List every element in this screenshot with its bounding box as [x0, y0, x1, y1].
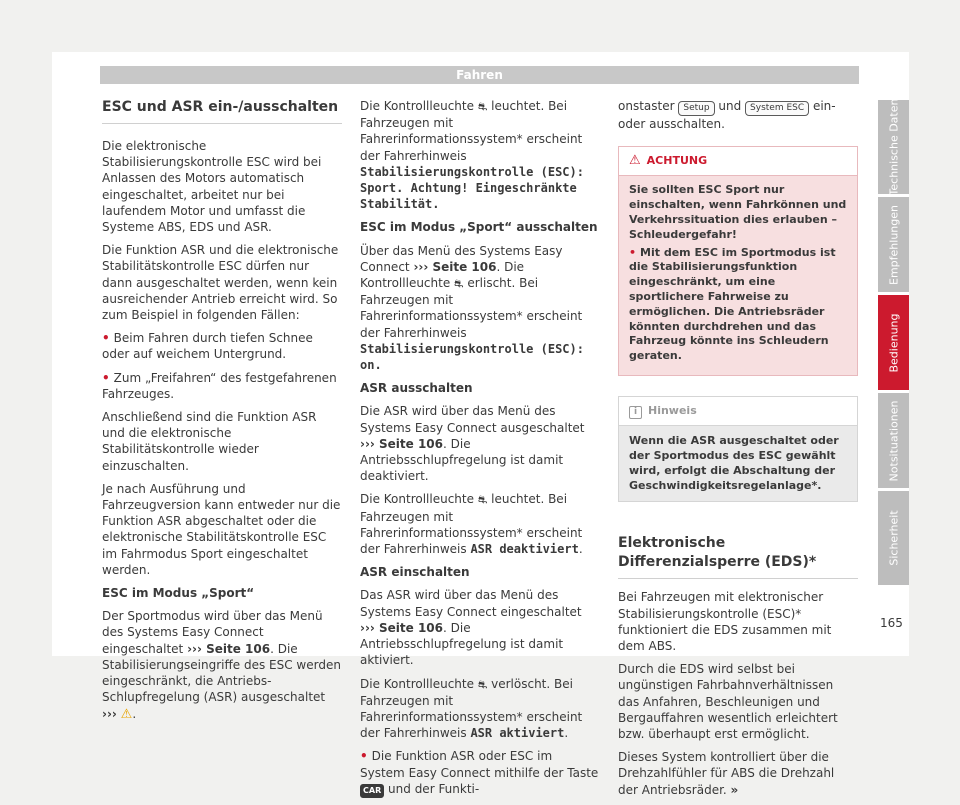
paragraph: Die elektronische Stabilisierungskontrolle ESC wird bei Anlassen des Motors automatisch eingeschaltet, arbeitet nur bei laufendem Motor und umfasst die Systeme ABS, EDS und ASR.	[102, 139, 322, 235]
warning-body	[619, 176, 857, 375]
warning-triangle-icon: ⚠	[629, 153, 641, 169]
bullet-icon: •	[102, 331, 110, 346]
paragraph: Über das Menü des Systems Easy Connect ››› Seite 106. Die Kontrollleuchte ⛐ erlischt. Bei Fahrzeugen mit Fahrerinformationssystem* erscheint der Fahrerhinweis Stabilisierungskontrolle (ESC): on.	[360, 243, 584, 373]
continue-arrow-icon: »	[730, 782, 739, 797]
reference-link[interactable]: ›››	[102, 706, 117, 721]
page-link[interactable]: ››› Seite 106	[360, 436, 444, 451]
list-item: • Die Funktion ASR oder ESC im System Easy Connect mithilfe der Taste CAR und der Funkti-	[360, 749, 599, 796]
car-key-icon: CAR	[360, 784, 384, 798]
column-2	[360, 98, 600, 805]
asr-warning-lamp-icon: ⛐	[477, 493, 488, 507]
driver-message: ASR aktiviert	[470, 726, 565, 741]
section-heading: ESC und ASR ein-/ausschalten	[102, 98, 342, 124]
list-item: • Mit dem ESC im Sportmodus ist die Stabilisierungsfunktion eingeschränkt, um eine sportlichere Fahrweise zu ermöglichen. Die Antriebsräder könnten durchdrehen und das Fahrzeug könnte ins Schleudern geraten.	[629, 245, 836, 363]
warning-box	[618, 146, 858, 376]
driver-message: ASR deaktiviert	[470, 542, 579, 557]
paragraph: Anschließend sind die Funktion ASR und die elektronische Stabilitätskontrolle wieder einzuschalten.	[102, 410, 317, 473]
tab-bedienung[interactable]: Bedienung	[878, 295, 909, 390]
chapter-tabs	[878, 100, 909, 588]
bullet-icon: •	[360, 749, 368, 764]
page-number: 165	[880, 616, 903, 630]
paragraph: Je nach Ausführung und Fahrzeugversion kann entweder nur die Funktion ASR abgeschaltet oder die elektronische Stabilitätskontrolle ESC im Fahrmodus Sport eingeschaltet werden.	[102, 481, 341, 577]
page-link[interactable]: ››› Seite 106	[413, 259, 497, 274]
paragraph: Die Funktion ASR und die elektronische Stabilitätskontrolle ESC dürfen nur dann ausgeschaltet werden, wenn kein ausreichender Antrieb erreicht wird. So zum Beispiel in folgenden Fällen:	[102, 243, 339, 323]
paragraph: Die Kontrollleuchte ⛐ leuchtet. Bei Fahrzeugen mit Fahrerinformationssystem* erscheint der Fahrerhinweis Stabilisierungskontrolle (ESC): Sport. Achtung! Eingeschränkte Stabilität.	[360, 99, 584, 212]
paragraph: Bei Fahrzeugen mit elektronischer Stabilisierungskontrolle (ESC)* funktioniert die EDS zusammen mit dem ABS.	[618, 590, 832, 653]
setup-key: Setup	[678, 101, 714, 116]
esc-warning-lamp-icon: ⛐	[477, 100, 488, 113]
paragraph: Die ASR wird über das Menü des Systems Easy Connect ausgeschaltet ››› Seite 106. Die Antriebsschlupfregelung ist damit deaktiviert.	[360, 404, 585, 484]
tab-technische-daten[interactable]: Technische Daten	[878, 100, 909, 194]
subheading: ESC im Modus „Sport“	[102, 586, 255, 601]
paragraph: Die Kontrollleuchte ⛐ verlöscht. Bei Fahrzeugen mit Fahrerinformationssystem* erscheint der Fahrerhinweis ASR aktiviert.	[360, 676, 583, 741]
column-1	[102, 98, 342, 729]
subheading: ASR einschalten	[360, 565, 470, 580]
esc-warning-lamp-icon: ⛐	[454, 277, 464, 291]
system-esc-key: System ESC	[745, 101, 809, 116]
paragraph: onstaster Setup und System ESC ein- oder ausschalten.	[618, 99, 836, 131]
driver-message: Stabilisierungskontrolle (ESC): Sport. Achtung! Eingeschränkte Stabilität.	[360, 164, 584, 212]
asr-warning-lamp-icon: ⛐	[477, 677, 488, 691]
note-box	[618, 396, 858, 502]
warning-triangle-icon: ⚠	[120, 706, 133, 722]
bullet-icon: •	[102, 370, 110, 385]
paragraph: Das ASR wird über das Menü des Systems Easy Connect eingeschaltet ››› Seite 106. Die Antriebsschlupfregelung ist damit aktiviert.	[360, 588, 582, 668]
tab-empfehlungen[interactable]: Empfehlungen	[878, 197, 909, 292]
subheading: ASR ausschalten	[360, 381, 473, 396]
tab-notsituationen[interactable]: Notsituationen	[878, 393, 909, 488]
paragraph: Dieses System kontrolliert über die Drehzahlfühler für ABS die Drehzahl der Antriebsräder. »	[618, 750, 835, 797]
subheading: ESC im Modus „Sport“ ausschalten	[360, 220, 598, 235]
page-link[interactable]: ››› Seite 106	[187, 641, 271, 656]
tab-sicherheit[interactable]: Sicherheit	[878, 491, 909, 585]
note-body: Wenn die ASR ausgeschaltet oder der Sportmodus des ESC gewählt wird, erfolgt die Abschaltung der Geschwindigkeitsregelanlage*.	[619, 426, 857, 501]
list-item: • Zum „Freifahren“ des festgefahrenen Fahrzeuges.	[102, 370, 337, 401]
section-header: Fahren	[100, 66, 859, 84]
section-heading: Elektronische Differenzialsperre (EDS)*	[618, 534, 858, 579]
list-item: • Beim Fahren durch tiefen Schnee oder auf weichem Untergrund.	[102, 331, 313, 362]
paragraph: Durch die EDS wird selbst bei ungünstigen Fahrbahnverhältnissen das Anfahren, Beschleunigen und Bergauffahren wesentlich erleichtert bzw. überhaupt erst ermöglicht.	[618, 662, 838, 741]
page-link[interactable]: ››› Seite 106	[360, 620, 444, 635]
driver-message: Stabilisierungskontrolle (ESC): on.	[360, 341, 584, 373]
note-header: i Hinweis	[619, 397, 857, 426]
column-3	[618, 98, 858, 805]
paragraph: Die Kontrollleuchte ⛐ leuchtet. Bei Fahrzeugen mit Fahrerinformationssystem* erscheint der Fahrerhinweis ASR deaktiviert.	[360, 492, 583, 557]
paragraph: Der Sportmodus wird über das Menü des Systems Easy Connect eingeschaltet ››› Seite 106. Die Stabilisierungseingriffe des ESC werden eingeschränkt, die Antriebs-Schlupfregelung (ASR) ausgeschaltet ››› ⚠.	[102, 609, 341, 722]
warning-header: ⚠ ACHTUNG	[619, 147, 857, 176]
info-icon: i	[629, 406, 642, 419]
bullet-icon: •	[629, 245, 637, 259]
list-item: Sie sollten ESC Sport nur einschalten, wenn Fahrkönnen und Verkehrssituation dies erlauben – Schleudergefahr!	[629, 183, 847, 241]
